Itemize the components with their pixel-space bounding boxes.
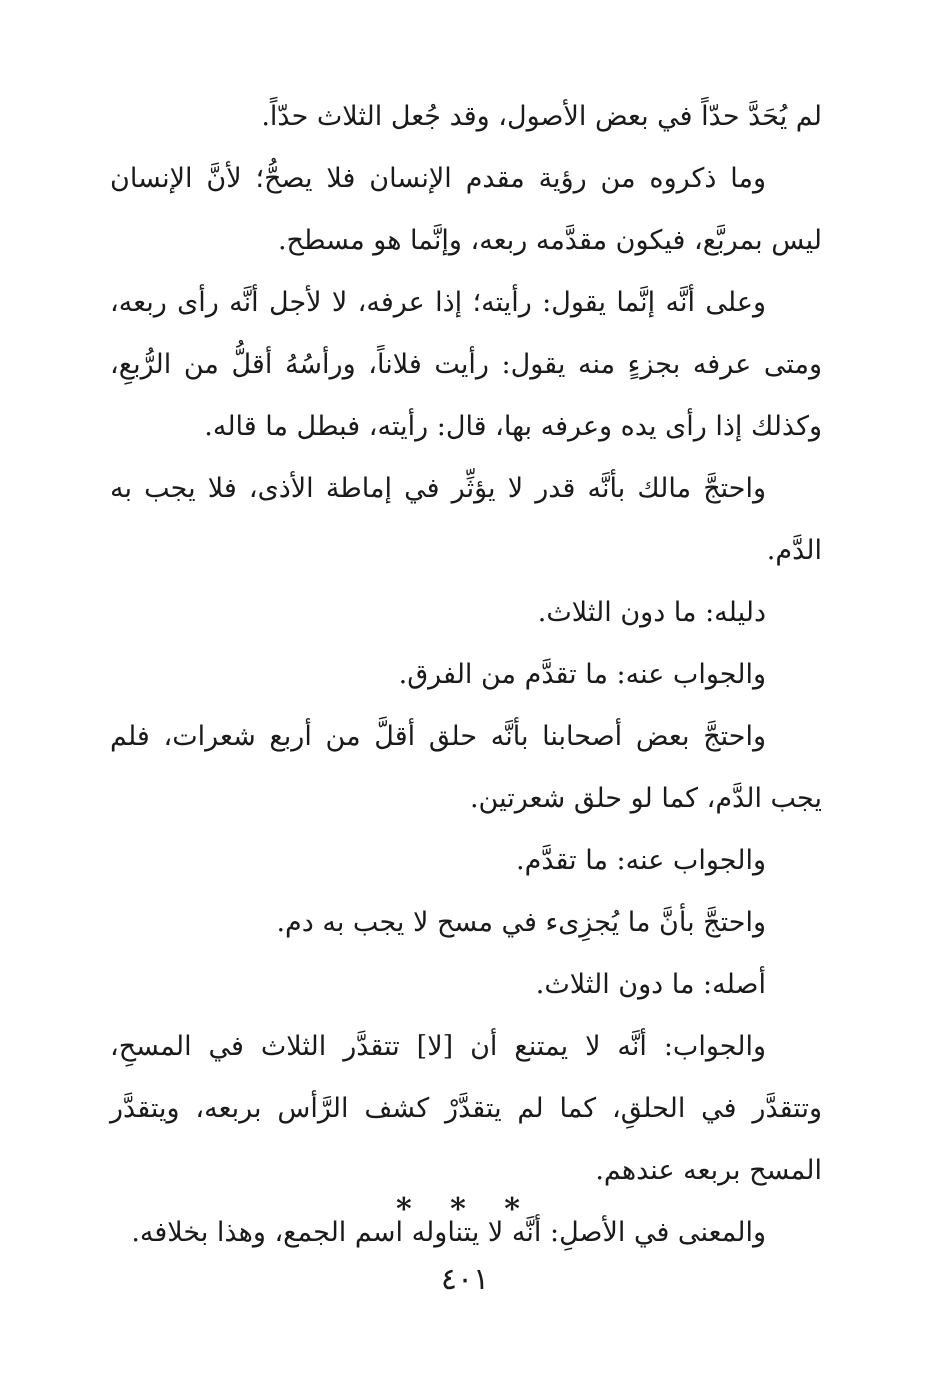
paragraph-1: لم يُحَدَّ حدّاً في بعض الأصول، وقد جُعل الثلاث حدّاً. (261, 101, 822, 132)
paragraph-6: والجواب عنه: ما تقدَّم من الفرق. (398, 659, 766, 690)
paragraph-5: دليله: ما دون الثلاث. (537, 597, 766, 628)
paragraph-7: واحتجَّ بعض أصحابنا بأنَّه حلق أقلَّ من أربع شعرات، فلم يجب الدَّم، كما لو حلق شعرتين. (110, 721, 822, 814)
paragraph-3: وعلى أنَّه إنَّما يقول: رأيته؛ إذا عرفه، لا لأجل أنَّه رأى ربعه، ومتى عرفه بجزءٍ منه يقول: رأيت فلاناً، ورأسُهُ أقلُّ من الرُّبعِ، وكذلك إذا رأى يده وعرفه بها، قال: رأيته، فبطل ما قاله. (110, 287, 822, 442)
section-separator: * * * (396, 1192, 534, 1227)
body-text (110, 86, 822, 1264)
paragraph-11: والجواب: أنَّه لا يمتنع أن [لا] تتقدَّر الثلاث في المسحِ، وتتقدَّر في الحلقِ، كما لم يتقدَّرْ كشف الرَّأس بربعه، ويتقدَّر المسح بربعه عندهم. (110, 1031, 822, 1186)
paragraph-8: والجواب عنه: ما تقدَّم. (516, 845, 766, 876)
paragraph-12: والمعنى في الأصلِ: أنَّه لا يتناوله اسم الجمع، وهذا بخلافه. (131, 1217, 766, 1248)
page-number: ٤٠١ (440, 1262, 490, 1297)
paragraph-4: واحتجَّ مالك بأنَّه قدر لا يؤثِّر في إماطة الأذى، فلا يجب به الدَّم. (110, 473, 822, 566)
paragraph-9: واحتجَّ بأنَّ ما يُجزِىء في مسح لا يجب به دم. (276, 907, 766, 938)
paragraph-2: وما ذكروه من رؤية مقدم الإنسان فلا يصحُّ؛ لأنَّ الإنسان ليس بمربَّع، فيكون مقدَّمه ربعه، وإنَّما هو مسطح. (110, 163, 822, 256)
paragraph-10: أصله: ما دون الثلاث. (535, 969, 766, 1000)
